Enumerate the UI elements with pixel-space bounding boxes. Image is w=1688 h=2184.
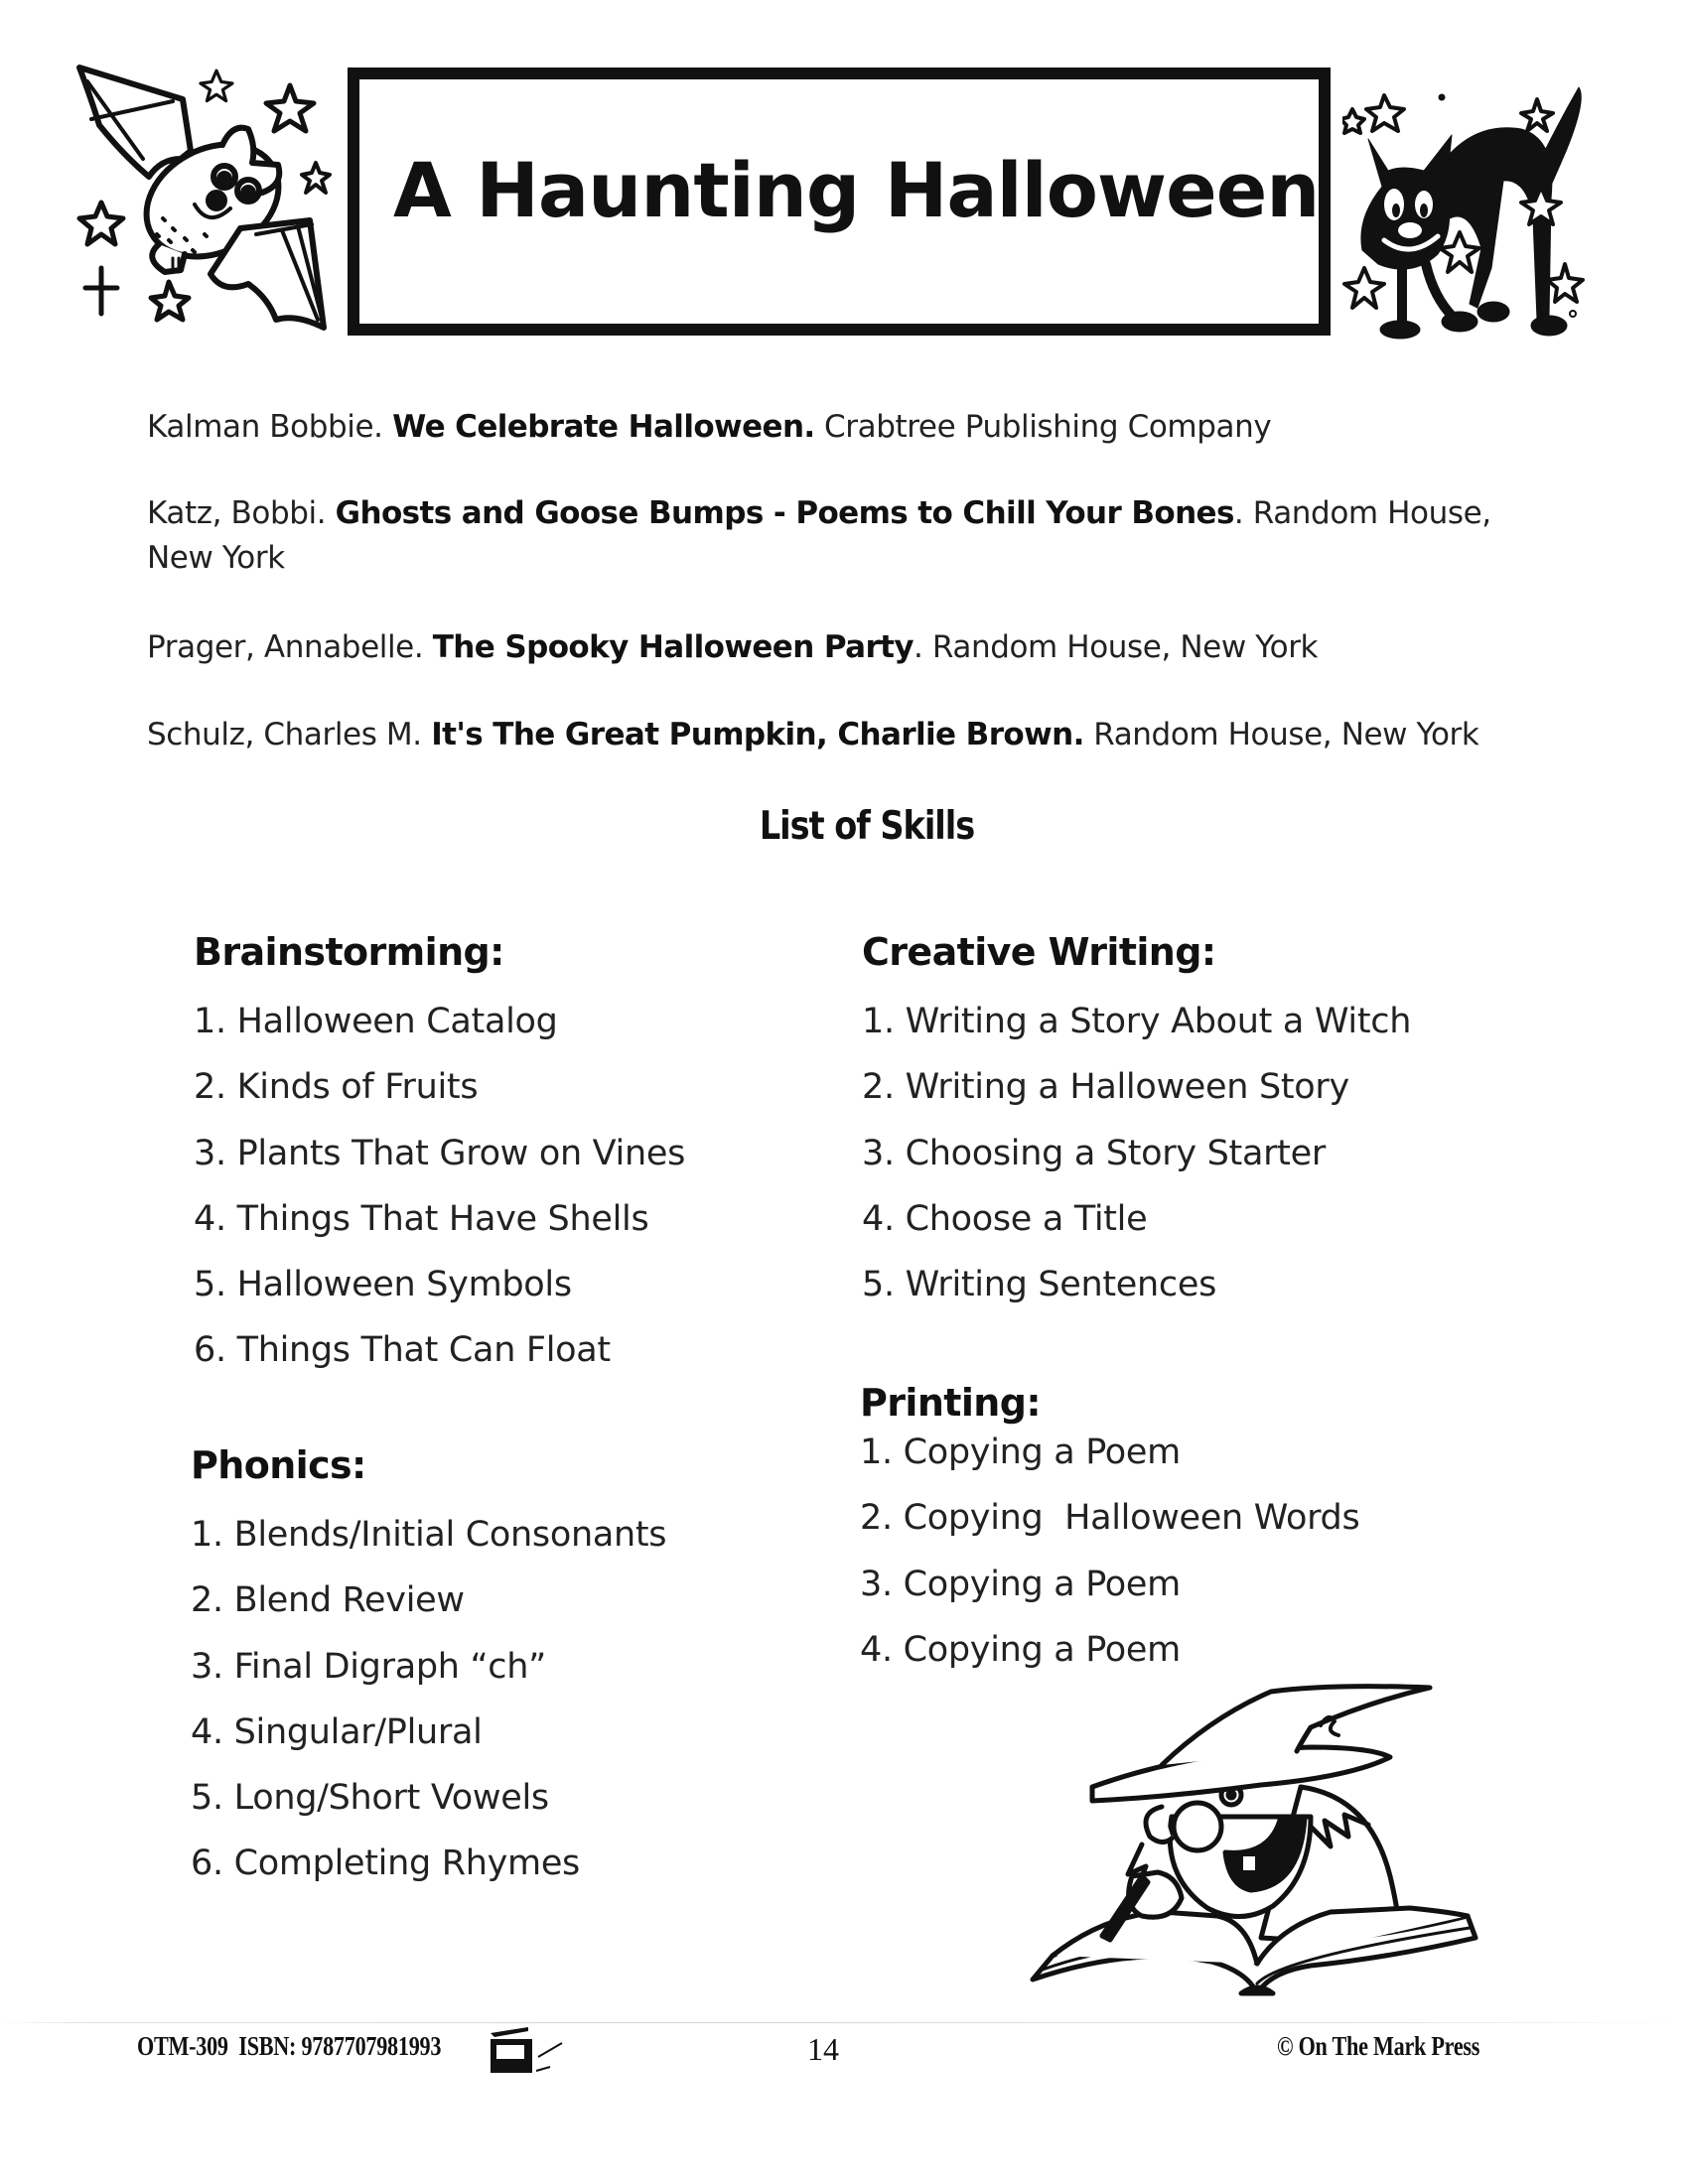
bib-title: The Spooky Halloween Party <box>432 629 914 665</box>
section-heading: Phonics: <box>191 1443 366 1487</box>
list-item: 2. Copying Halloween Words <box>860 1498 1360 1539</box>
list-item: 4. Choose a Title <box>862 1198 1148 1239</box>
bibliography-entry <box>147 713 1537 757</box>
list-item: 3. Plants That Grow on Vines <box>194 1133 685 1173</box>
bib-author: Katz, Bobbi. <box>147 495 336 531</box>
title-box <box>348 68 1331 336</box>
section-heading: Printing: <box>860 1381 1041 1425</box>
list-item: 6. Things That Can Float <box>194 1330 611 1371</box>
phonics-list <box>191 1515 667 1913</box>
bib-author: Kalman Bobbie. <box>147 409 393 445</box>
list-item: 5. Long/Short Vowels <box>191 1778 549 1819</box>
bib-title: Ghosts and Goose Bumps - Poems to Chill Your Bones <box>335 495 1234 531</box>
brainstorming-section <box>194 930 685 1400</box>
bibliography-entry <box>147 405 1537 450</box>
bat-illustration-icon <box>73 60 334 334</box>
list-item: 1. Writing a Story About a Witch <box>862 1002 1412 1041</box>
footer-product-code: OTM-309 <box>137 2031 228 2061</box>
brainstorming-list <box>194 1002 685 1400</box>
bib-publisher: Random House, New York <box>1083 717 1479 752</box>
footer-isbn: ISBN: 9787707981993 <box>238 2031 442 2061</box>
bib-title: We Celebrate Halloween. <box>392 409 815 445</box>
bib-publisher: . Random House, New York <box>914 629 1319 665</box>
bib-author: Prager, Annabelle. <box>147 629 433 665</box>
list-item: 1. Halloween Catalog <box>194 1002 558 1041</box>
page-title: A Haunting Halloween <box>393 146 1320 234</box>
footer-copyright: © On The Mark Press <box>1277 2031 1480 2061</box>
bib-publisher: . Random House, New York <box>147 495 1491 576</box>
scan-line <box>0 2022 1688 2023</box>
list-item: 2. Writing a Halloween Story <box>862 1067 1349 1108</box>
list-item: 1. Copying a Poem <box>860 1433 1181 1472</box>
list-item: 1. Blends/Initial Consonants <box>191 1515 667 1555</box>
list-item: 3. Choosing a Story Starter <box>862 1133 1326 1173</box>
list-item: 2. Kinds of Fruits <box>194 1067 479 1108</box>
list-item: 5. Writing Sentences <box>862 1265 1217 1305</box>
list-item: 3. Final Digraph “ch” <box>191 1646 546 1687</box>
footer-code <box>137 2031 441 2062</box>
section-heading: Brainstorming: <box>194 930 504 974</box>
list-item: 4. Copying a Poem <box>860 1629 1181 1670</box>
creative-writing-list <box>862 1002 1412 1333</box>
creative-writing-section <box>862 930 1412 1333</box>
bib-title: It's The Great Pumpkin, Charlie Brown. <box>431 717 1084 752</box>
list-item: 4. Things That Have Shells <box>194 1198 649 1239</box>
list-item: 3. Copying a Poem <box>860 1564 1181 1604</box>
bib-author: Schulz, Charles M. <box>147 717 432 752</box>
printing-section <box>860 1381 1360 1699</box>
list-item: 4. Singular/Plural <box>191 1711 483 1752</box>
bib-publisher: Crabtree Publishing Company <box>814 409 1272 445</box>
page-number: 14 <box>807 2031 839 2067</box>
list-item: 5. Halloween Symbols <box>194 1265 572 1305</box>
printing-list <box>860 1435 1359 1699</box>
list-item: 2. Blend Review <box>191 1580 465 1621</box>
phonics-section <box>191 1443 667 1913</box>
skills-heading: List of Skills <box>759 804 975 849</box>
black-cat-illustration-icon <box>1342 69 1591 342</box>
bibliography-entry <box>147 491 1517 581</box>
bibliography-entry <box>147 625 1537 670</box>
section-heading: Creative Writing: <box>862 930 1216 974</box>
witch-illustration-icon <box>1013 1678 1499 2005</box>
photocopier-icon <box>489 2027 568 2073</box>
list-item: 6. Completing Rhymes <box>191 1843 580 1884</box>
